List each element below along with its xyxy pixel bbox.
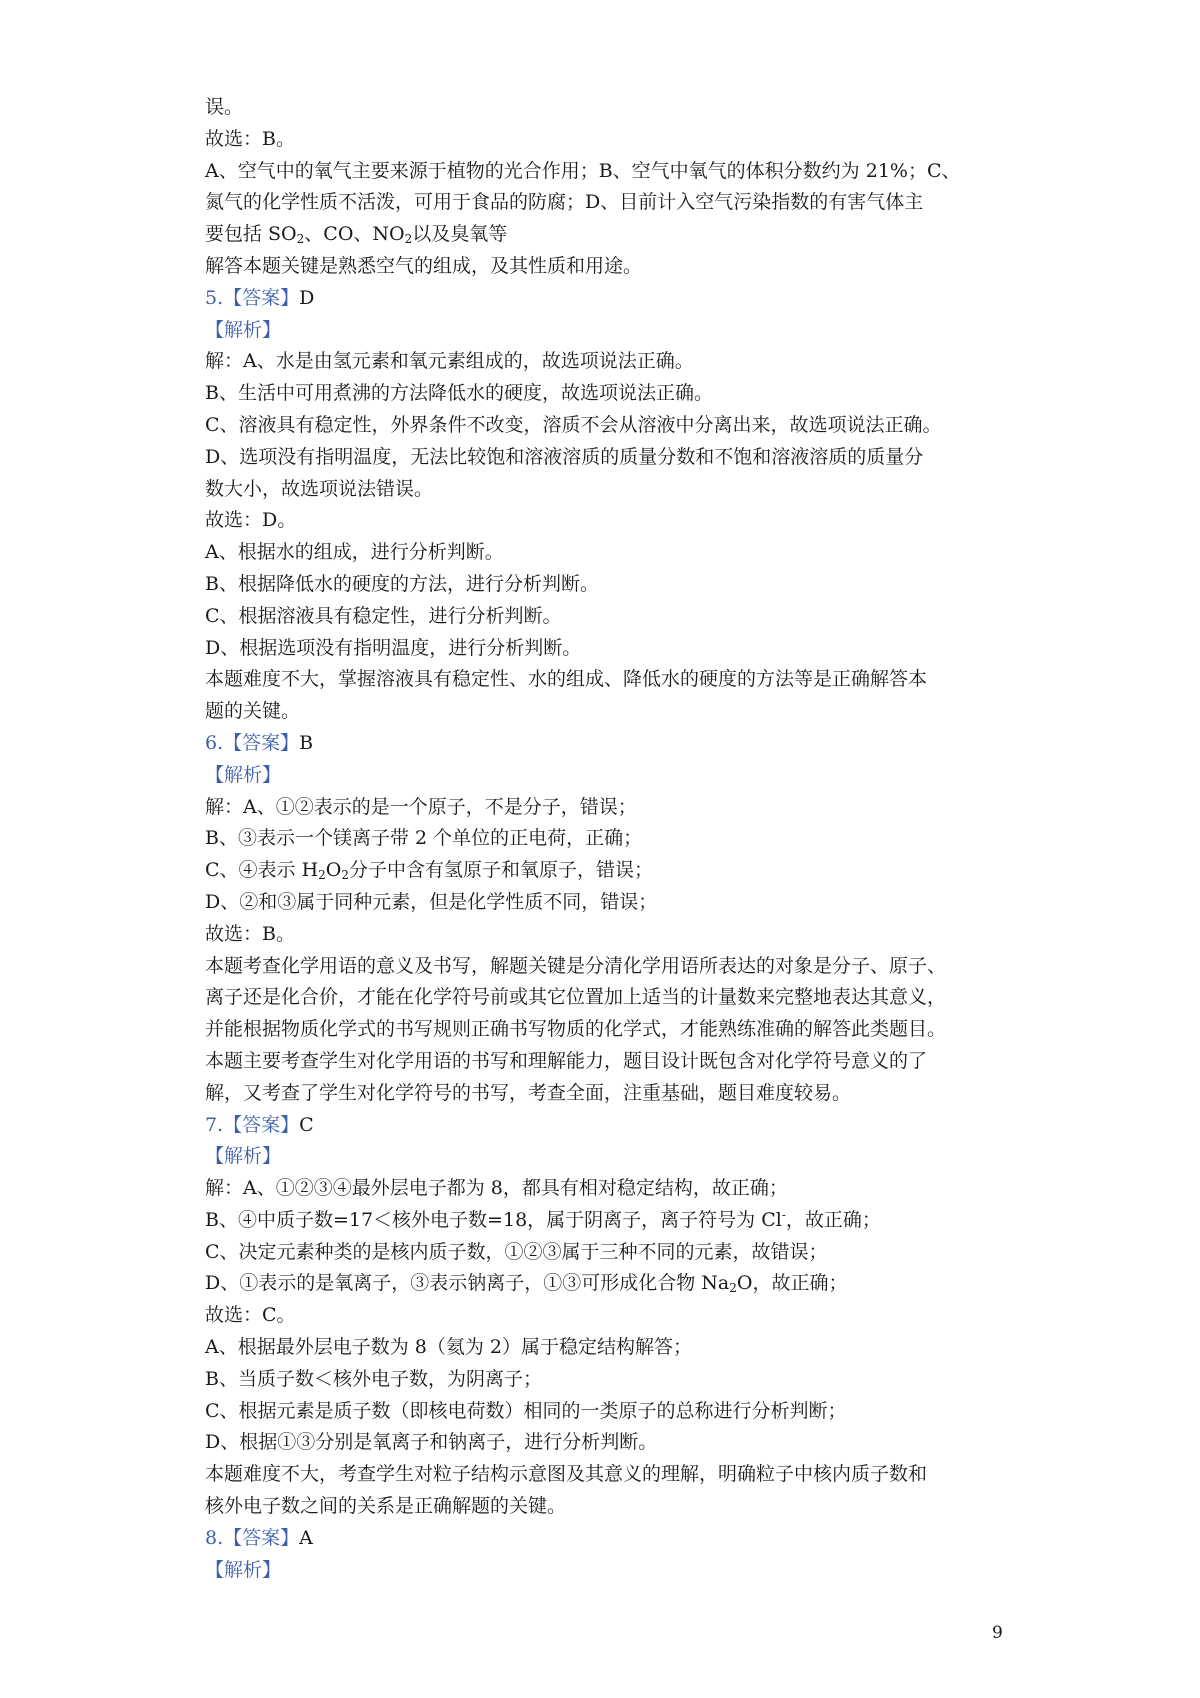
answer-explanations [205, 92, 1025, 1586]
text-line: 误。 [205, 96, 244, 118]
text-line: B、根据降低水的硬度的方法，进行分析判断。 [205, 572, 599, 595]
answer-value: A [299, 1526, 313, 1549]
text-line: D、根据①③分别是氧离子和钠离子，进行分析判断。 [205, 1431, 658, 1454]
answer-label: 5.【答案】 [205, 286, 300, 309]
answer-heading-6 [205, 728, 1025, 760]
text-line-formula: 要包括 $SO_2$、CO、$NO_2$以及臭氧等 [205, 223, 508, 247]
answer-value: B [299, 731, 314, 754]
answer-label: 7.【答案】 [205, 1113, 300, 1136]
answer-value: C [299, 1113, 314, 1136]
analysis-heading: 【解析】 [205, 1558, 282, 1581]
text-line: 核外电子数之间的关系是正确解题的关键。 [205, 1495, 567, 1518]
text-line: 本题主要考查学生对化学用语的书写和理解能力，题目设计既包含对化学符号意义的了 [205, 1049, 928, 1072]
text-line: B、当质子数＜核外电子数，为阴离子； [205, 1367, 542, 1390]
text-line: 本题难度不大，考查学生对粒子结构示意图及其意义的理解，明确粒子中核内质子数和 [205, 1463, 928, 1486]
text-line: D、②和③属于同种元素，但是化学性质不同，错误； [205, 890, 658, 913]
text-line: B、③表示一个镁离子带 2 个单位的正电荷，正确； [205, 827, 643, 850]
text-line: 氮气的化学性质不活泼，可用于食品的防腐；D、目前计入空气污染指数的有害气体主 [205, 191, 924, 214]
text-line: 题的关键。 [205, 700, 301, 723]
text-line: B、生活中可用煮沸的方法降低水的硬度，故选项说法正确。 [205, 382, 713, 405]
text-line: 并能根据物质化学式的书写规则正确书写物质的化学式，才能熟练准确的解答此类题目。 [205, 1018, 947, 1041]
text-line: D、根据选项没有指明温度，进行分析判断。 [205, 636, 582, 659]
text-line: 故选：B。 [205, 922, 295, 945]
text-line: 解：A、①②③④最外层电子都为 8，都具有相对稳定结构，故正确； [205, 1177, 788, 1200]
text-line: 故选：D。 [205, 509, 297, 532]
text-line: 解：A、①②表示的是一个原子，不是分子，错误； [205, 795, 637, 818]
text-line: 离子还是化合价，才能在化学符号前或其它位置加上适当的计量数来完整地表达其意义， [205, 986, 947, 1009]
page-number: 9 [992, 1623, 1003, 1643]
text-line: D、选项没有指明温度，无法比较饱和溶液溶质的质量分数和不饱和溶液溶质的质量分 [205, 445, 924, 468]
answer-heading-8 [205, 1523, 1025, 1555]
text-line: A、空气中的氧气主要来源于植物的光合作用；B、空气中氧气的体积分数约为 21%；C、 [205, 159, 961, 182]
text-line: A、根据水的组成，进行分析判断。 [205, 541, 504, 564]
text-line: A、根据最外层电子数为 8（氦为 2）属于稳定结构解答； [205, 1336, 692, 1359]
analysis-heading: 【解析】 [205, 763, 282, 786]
text-line: 故选：C。 [205, 1304, 296, 1327]
text-line-formula: B、④中质子数=17＜核外电子数=18，属于阴离子，离子符号为 Cl-，故正确； [205, 1207, 881, 1231]
text-line-formula: C、④表示 $H_2O_2$分子中含有氢原子和氧原子，错误； [205, 859, 654, 883]
answer-label: 8.【答案】 [205, 1526, 300, 1549]
text-line: 数大小，故选项说法错误。 [205, 477, 434, 500]
text-line: 解，又考查了学生对化学符号的书写，考查全面，注重基础，题目难度较易。 [205, 1081, 852, 1104]
text-line: 本题考查化学用语的意义及书写，解题关键是分清化学用语所表达的对象是分子、原子、 [205, 954, 947, 977]
answer-value: D [299, 286, 315, 309]
text-line: C、决定元素种类的是核内质子数，①②③属于三种不同的元素，故错误； [205, 1240, 828, 1263]
text-line: 解答本题关键是熟悉空气的组成，及其性质和用途。 [205, 254, 643, 277]
analysis-heading: 【解析】 [205, 1145, 282, 1168]
text-line: 本题难度不大，掌握溶液具有稳定性、水的组成、降低水的硬度的方法等是正确解答本 [205, 668, 928, 691]
answer-label: 6.【答案】 [205, 731, 300, 754]
text-line-formula: D、①表示的是氧离子，③表示钠离子，①③可形成化合物 $Na_2O$，故正确； [205, 1272, 848, 1296]
analysis-heading: 【解析】 [205, 318, 282, 341]
answer-heading-7 [205, 1110, 1025, 1142]
text-line: 故选：B。 [205, 127, 295, 150]
text-line: 解：A、水是由氢元素和氧元素组成的，故选项说法正确。 [205, 350, 694, 373]
text-line: C、溶液具有稳定性，外界条件不改变，溶质不会从溶液中分离出来，故选项说法正确。 [205, 413, 942, 436]
text-line: C、根据溶液具有稳定性，进行分析判断。 [205, 604, 562, 627]
answer-heading-5 [205, 283, 1025, 315]
text-line: C、根据元素是质子数（即核电荷数）相同的一类原子的总称进行分析判断； [205, 1399, 847, 1422]
